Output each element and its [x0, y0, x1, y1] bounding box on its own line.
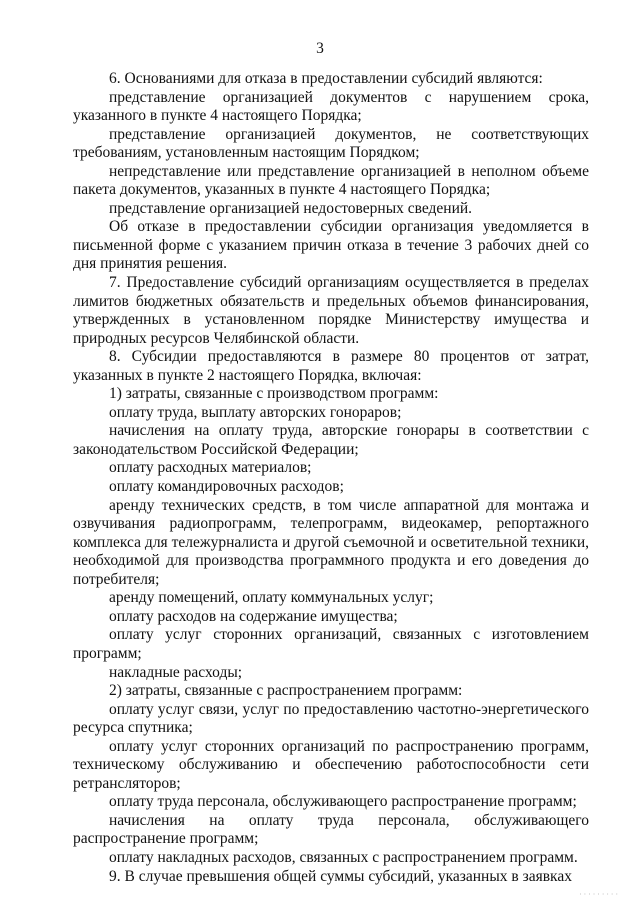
paragraph-item: оплату труда, выплату авторских гонораров;	[109, 403, 402, 421]
paragraph-item: непредставление или представление организацией в неполном объеме пакета документов, указанных в пункте 4 настоящего Порядка;	[73, 162, 589, 199]
paragraph-item: аренду технических средств, в том числе аппаратной для монтажа и озвучивания радиопрограмм, телепрограмм, видеокамер, репортажного комплекса для тележурналиста и другой съемочной и осветительной техники, необходимой для производства программного продукта и его доведения до потребителя;	[73, 496, 589, 588]
page-number: 3	[316, 40, 324, 57]
paragraph-7: 7. Предоставление субсидий организациям осуществляется в пределах лимитов бюджетных обязательств и предельных объемов финансирования, утвержденных в установленном порядке Министерству имущества и природных ресурсов Челябинской области.	[73, 274, 589, 347]
subsection-production-costs: 1) затраты, связанные с производством программ:	[109, 385, 439, 403]
paragraph-item: начисления на оплату труда персонала, обслуживающего распространение программ;	[73, 811, 589, 848]
paragraph-item: начисления на оплату труда, авторские гонорары в соответствии с законодательством Российской Федерации;	[73, 422, 589, 458]
paragraph-9: 9. В случае превышения общей суммы субсидий, указанных в заявках	[109, 867, 572, 885]
paragraph-item: оплату накладных расходов, связанных с распространением программ.	[109, 848, 578, 866]
paragraph-item: представление организацией документов, не соответствующих требованиям, установленным настоящим Порядком;	[73, 125, 589, 162]
paragraph-item: оплату расходов на содержание имущества;	[109, 607, 398, 625]
paragraph-8: 8. Субсидии предоставляются в размере 80 процентов от затрат, указанных в пункте 2 настоящего Порядка, включая:	[73, 348, 589, 384]
paragraph-item: оплату командировочных расходов;	[109, 478, 344, 496]
paragraph-item: оплату услуг связи, услуг по предоставлению частотно-энергетического ресурса спутника;	[73, 700, 589, 737]
document-body	[73, 70, 589, 886]
paragraph-item: оплату труда персонала, обслуживающего распространение программ;	[109, 793, 577, 811]
paragraph-item: оплату услуг сторонних организаций по распространению программ, техническому обслуживанию и обеспечению работоспособности сети ретрансляторов;	[73, 737, 589, 792]
paragraph-6-heading: 6. Основаниями для отказа в предоставлении субсидий являются:	[109, 70, 543, 87]
paragraph-item: оплату расходных материалов;	[109, 459, 312, 477]
paragraph-item: представление организацией документов с нарушением срока, указанного в пункте 4 настоящего Порядка;	[73, 88, 589, 125]
scan-artifact: ·········	[579, 890, 620, 899]
paragraph-item: оплату услуг сторонних организаций, связанных с изготовлением программ;	[73, 626, 589, 662]
paragraph-item: представление организацией недостоверных сведений.	[109, 199, 473, 217]
paragraph-refusal-notice: Об отказе в предоставлении субсидии организация уведомляется в письменной форме с указанием причин отказа в течение 3 рабочих дней со дня принятия решения.	[73, 218, 589, 273]
subsection-distribution-costs: 2) затраты, связанные с распространением программ:	[109, 682, 463, 700]
paragraph-item: накладные расходы;	[109, 663, 243, 681]
paragraph-item: аренду помещений, оплату коммунальных услуг;	[109, 589, 434, 607]
